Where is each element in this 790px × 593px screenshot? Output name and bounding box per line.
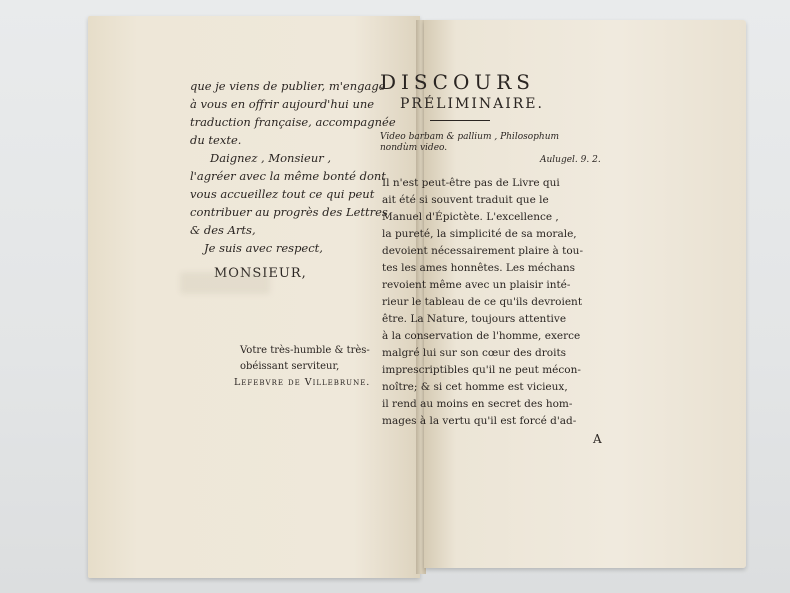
bleed-through xyxy=(180,272,270,294)
body-line: rieur le tableau de ce qu'ils devroient xyxy=(382,296,583,308)
body-line: devoient nécessairement plaire à tou- xyxy=(382,245,583,257)
body-line: il rend au moins en secret des hom- xyxy=(382,398,573,410)
left-line: vous accueillez tout ce qui peut xyxy=(190,187,375,201)
salutation: MONSIEUR, xyxy=(214,266,307,281)
body-line: revoient même avec un plaisir inté- xyxy=(382,279,571,291)
closing-line: Votre très-humble & très- xyxy=(240,345,370,356)
epigraph-line: nondùm video. xyxy=(380,143,448,153)
body-line: mages à la vertu qu'il est forcé d'ad- xyxy=(382,415,577,427)
left-line: Je suis avec respect, xyxy=(204,241,323,255)
left-line: contribuer au progrès des Lettres xyxy=(190,205,388,219)
left-line: que je viens de publier, m'engage xyxy=(190,79,386,93)
body-line: être. La Nature, toujours attentive xyxy=(382,313,567,325)
left-line: l'agréer avec la même bonté dont xyxy=(190,169,386,183)
left-line: Daignez , Monsieur , xyxy=(210,151,332,165)
signature-mark: A xyxy=(593,432,602,446)
epigraph-line: Video barbam & pallium , Philosophum xyxy=(380,132,560,142)
author-name: Lefebvre de Villebrune. xyxy=(234,377,371,388)
left-line: & des Arts, xyxy=(190,223,256,237)
title-rule xyxy=(430,120,490,121)
page-subtitle: PRÉLIMINAIRE. xyxy=(400,96,544,112)
closing-line: obéissant serviteur, xyxy=(240,361,340,372)
body-line: malgré lui sur son cœur des droits xyxy=(382,347,567,359)
body-line: Manuel d'Épictète. L'excellence , xyxy=(382,211,559,223)
body-line: imprescriptibles qu'il ne peut mécon- xyxy=(382,364,581,376)
body-line: à la conservation de l'homme, exerce xyxy=(382,330,581,342)
epigraph-source: Aulugel. 9. 2. xyxy=(540,155,601,165)
body-line: tes les ames honnêtes. Les méchans xyxy=(382,262,576,274)
body-line: ait été si souvent traduit que le xyxy=(382,194,549,206)
left-line: du texte. xyxy=(190,133,242,147)
body-line: noître; & si cet homme est vicieux, xyxy=(382,381,568,393)
page-title: DISCOURS xyxy=(380,70,535,94)
body-line: la pureté, la simplicité de sa morale, xyxy=(382,228,577,240)
body-line: Il n'est peut-être pas de Livre qui xyxy=(382,177,560,189)
left-line: traduction française, accompagnée xyxy=(190,115,396,129)
left-line: à vous en offrir aujourd'hui une xyxy=(190,97,375,111)
